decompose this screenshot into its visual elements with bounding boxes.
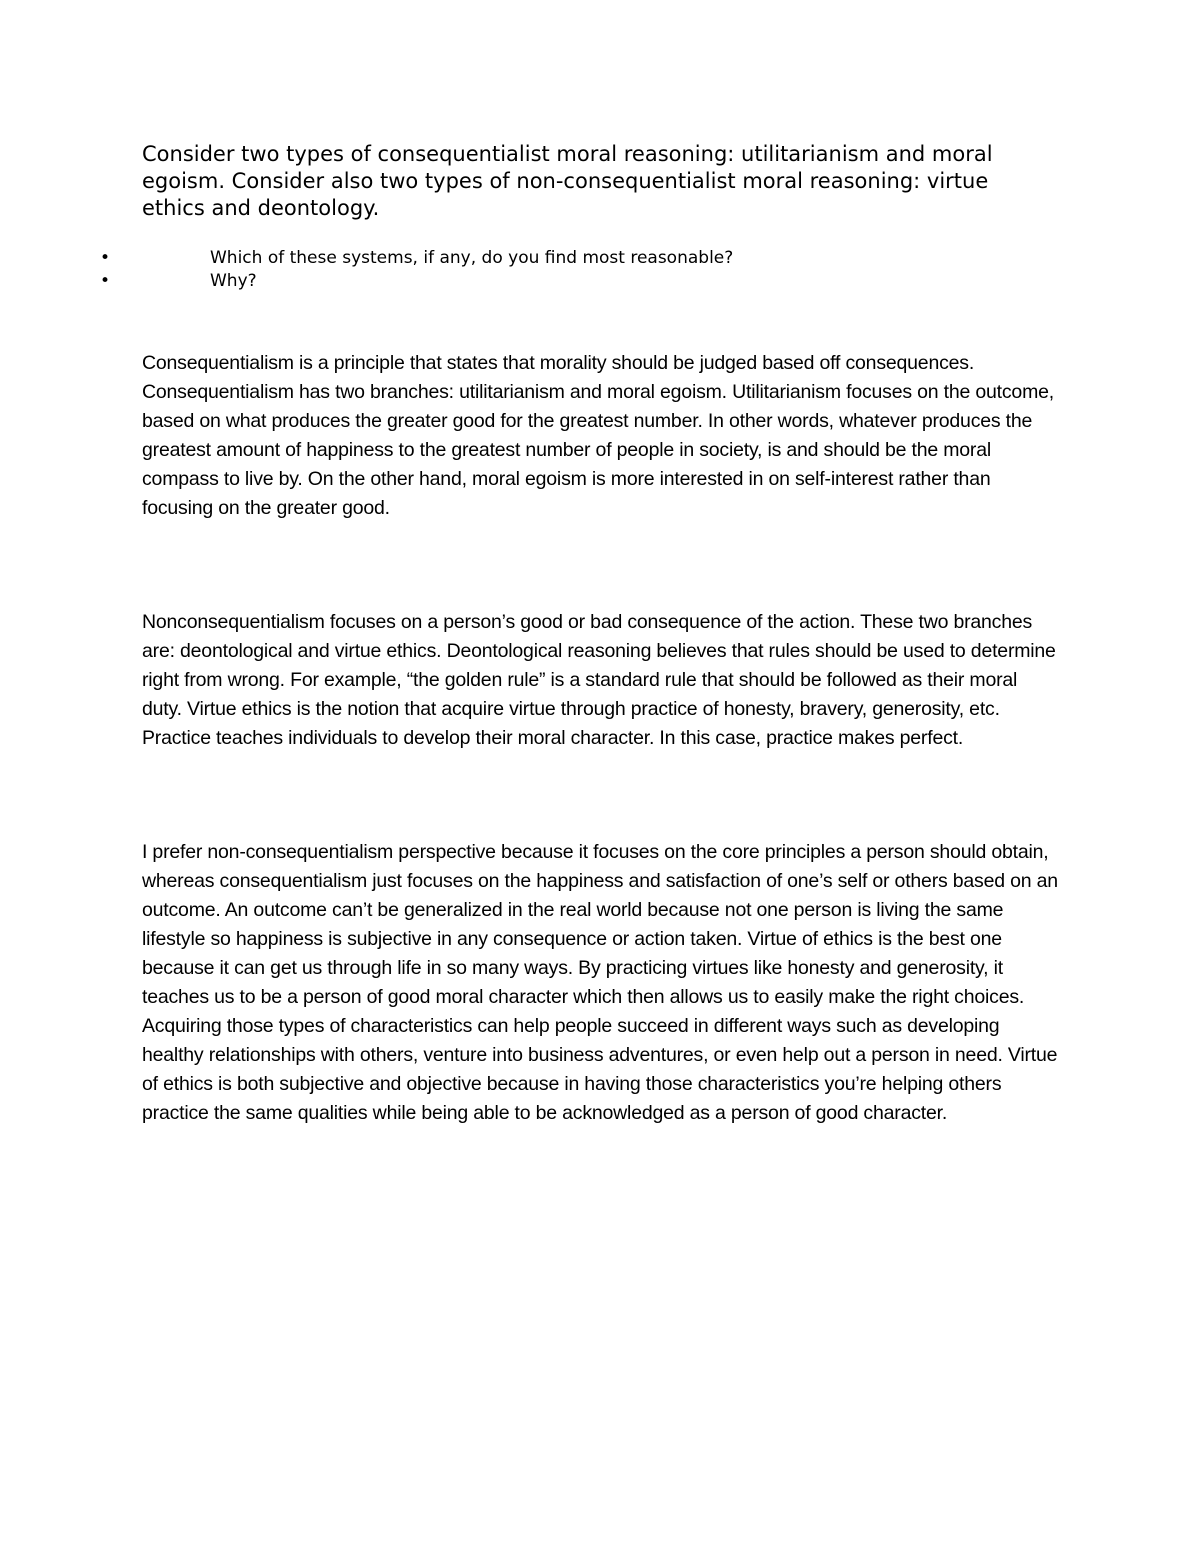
question-item xyxy=(100,247,1000,270)
answer-paragraph-nonconsequentialism: Nonconsequentialism focuses on a person’s good or bad consequence of the action. These two branches are: deontological and virtue ethics. Deontological reasoning believes that rules should be used to determine right from wrong. For example, “the golden rule” is a standard rule that should be followed as their moral duty. Virtue ethics is the notion that acquire virtue through practice of honesty, bravery, generosity, etc. Practice teaches individuals to develop their moral character. In this case, practice makes perfect. xyxy=(142,611,1056,749)
answer-paragraph-consequentialism: Consequentialism is a principle that states that morality should be judged based off consequences. Consequentialism has two branches: utilitarianism and moral egoism. Utilitarianism focuses on the outcome, based on what produces the greater good for the greatest number. In other words, whatever produces the greatest amount of happiness to the greatest number of people in society, is and should be the moral compass to live by. On the other hand, moral egoism is more interested in on self-interest rather than focusing on the greater good. xyxy=(142,352,1054,519)
bullet-icon: • xyxy=(100,271,111,291)
question-list xyxy=(100,247,1000,293)
question-item xyxy=(100,270,1000,293)
answer-paragraph-preference: I prefer non-consequentialism perspective because it focuses on the core principles a person should obtain, whereas consequentialism just focuses on the happiness and satisfaction of one’s self or others based on an outcome. An outcome can’t be generalized in the real world because not one person is living the same lifestyle so happiness is subjective in any consequence or action taken. Virtue of ethics is the best one because it can get us through life in so many ways. By practicing virtues like honesty and generosity, it teaches us to be a person of good moral character which then allows us to easily make the right choices. Acquiring those types of characteristics can help people succeed in different ways such as developing healthy relationships with others, venture into business adventures, or even help out a person in need. Virtue of ethics is both subjective and objective because in having those characteristics you’re helping others practice the same qualities while being able to be acknowledged as a person of good character. xyxy=(142,841,1058,1124)
prompt-heading: Consider two types of consequentialist moral reasoning: utilitarianism and moral egoism. Consider also two types of non-consequentialist moral reasoning: virtue ethics and deontology. xyxy=(142,142,993,220)
question-text: Which of these systems, if any, do you find most reasonable? xyxy=(210,248,734,268)
bullet-icon: • xyxy=(100,248,111,268)
question-text: Why? xyxy=(210,271,257,291)
